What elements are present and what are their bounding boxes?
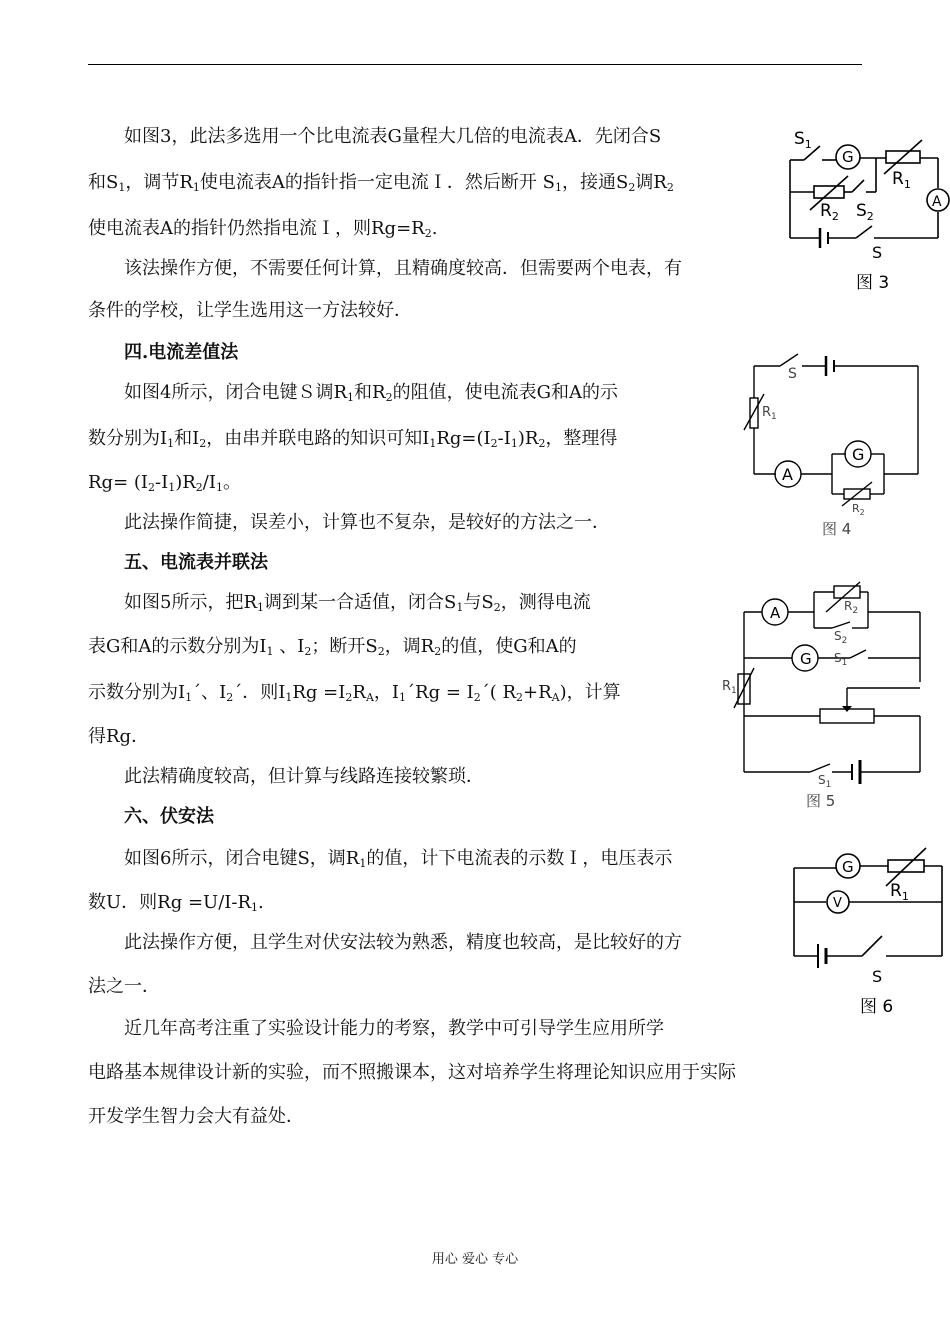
p1-line-1: 如图3，此法多选用一个比电流表G量程大几倍的电流表A．先闭合S (124, 126, 662, 147)
p9-line-1: 近几年高考注重了实验设计能力的考察，教学中可引导学生应用所学 (124, 1018, 664, 1039)
p1-line-2: 和$S_1$，调节$R_1$使电流表A的指针指一定电流Ｉ．然后断开 $S_1$，接通$S_2$调$R_2$ (88, 172, 674, 194)
fig3-label-S: S (872, 243, 883, 262)
fig5-label-R1: $R_1$ (722, 679, 737, 696)
p5-line-3: 示数分别为$I_1´$、$I_2´$．则$I_1Rg =I_2R_A$，$I_1´Rg$ = $I_2´$( $R_2+R_A$)，计算 (88, 682, 621, 704)
fig4-caption: 图 4 (822, 520, 852, 538)
p8-line-2: 法之一． (88, 976, 160, 997)
fig4-ammeter-A: A (782, 465, 793, 484)
heading-current-difference: 四.电流差值法 (124, 342, 239, 363)
figure-4-circuit (750, 348, 930, 538)
p2-line-1: 该法操作方便，不需要任何计算，且精确度较高．但需要两个电表，有 (124, 258, 682, 279)
fig6-label-R1: $R_1$ (890, 881, 909, 903)
fig3-caption: 图 3 (856, 273, 890, 293)
p5-line-2: 表G和A的示数分别为$I_1$ 、$I_2$；断开$S_2$，调$R_2$的值，使G和A的 (88, 636, 577, 658)
fig3-label-R1: $R_1$ (892, 169, 911, 191)
fig6-galvanometer-G: G (842, 858, 854, 876)
fig5-label-S2: $S_2$ (834, 629, 848, 646)
fig5-galvanometer-G: G (800, 650, 812, 668)
fig3-label-S2: $S_2$ (856, 201, 874, 223)
p5-line-1: 如图5所示，把$R_1$调到某一合适值，闭合$S_1$与$S_2$，测得电流 (124, 592, 591, 614)
fig5-label-S1-upper: $S_1$ (834, 651, 848, 668)
fig3-galvanometer-G: G (842, 148, 854, 166)
fig4-label-S: S (788, 366, 797, 382)
fig5-label-R2: $R_2$ (844, 599, 859, 616)
p3-line-3: $Rg= (I_2-I_1)R_2/I_1$。 (88, 472, 241, 494)
header-rule (88, 64, 862, 65)
fig5-label-S1: $S_1$ (818, 773, 832, 790)
fig6-caption: 图 6 (860, 997, 894, 1017)
heading-parallel-ammeter: 五、电流表并联法 (124, 552, 268, 573)
fig4-galvanometer-G: G (852, 445, 865, 464)
figure-3-circuit (786, 122, 946, 297)
fig3-label-R2: $R_2$ (820, 201, 839, 223)
fig4-label-R2: $R_2$ (852, 502, 865, 517)
p3-line-1: 如图4所示，闭合电键Ｓ调$R_1$和$R_2$的阻值，使电流表G和A的示 (124, 382, 618, 404)
fig3-label-S1: $S_1$ (794, 129, 812, 151)
p5-line-4: 得Rg． (88, 726, 150, 747)
p3-line-2: 数分别为$I_1$和$I_2$，由串并联电路的知识可知$I_1Rg=(I_2-I_1)R_2$，整理得 (88, 428, 618, 450)
footer-motto: 用心 爱心 专心 (431, 1252, 519, 1267)
heading-voltammetry: 六、伏安法 (124, 806, 214, 827)
fig3-ammeter-A: A (932, 194, 942, 210)
p1-line-3: 使电流表A的指针仍然指电流Ｉ，则$Rg=R_2$. (88, 218, 438, 240)
p7-line-1: 如图6所示，闭合电键S，调$R_1$的值，计下电流表的示数Ｉ，电压表示 (124, 848, 673, 870)
fig5-caption: 图 5 (806, 792, 836, 810)
fig6-label-S: S (872, 967, 883, 986)
fig6-voltmeter-V: V (833, 896, 842, 911)
fig4-label-R1: $R_1$ (762, 405, 777, 422)
fig5-ammeter-A: A (770, 604, 781, 622)
p6-line: 此法精确度较高，但计算与线路连接较繁琐． (124, 766, 484, 787)
p9-line-2: 电路基本规律设计新的实验，而不照搬课本，这对培养学生将理论知识应用于实际 (88, 1062, 736, 1083)
p9-line-3: 开发学生智力会大有益处． (88, 1106, 304, 1127)
p2-line-2: 条件的学校，让学生选用这一方法较好． (88, 300, 412, 321)
figure-6-circuit (790, 846, 950, 1022)
p4-line: 此法操作简捷，误差小，计算也不复杂，是较好的方法之一． (124, 512, 610, 533)
figure-5-circuit (720, 578, 920, 814)
p8-line-1: 此法操作方便，且学生对伏安法较为熟悉，精度也较高，是比较好的方 (124, 932, 682, 953)
p7-line-2: 数U．则$Rg =U/I-R_1$. (88, 892, 264, 914)
